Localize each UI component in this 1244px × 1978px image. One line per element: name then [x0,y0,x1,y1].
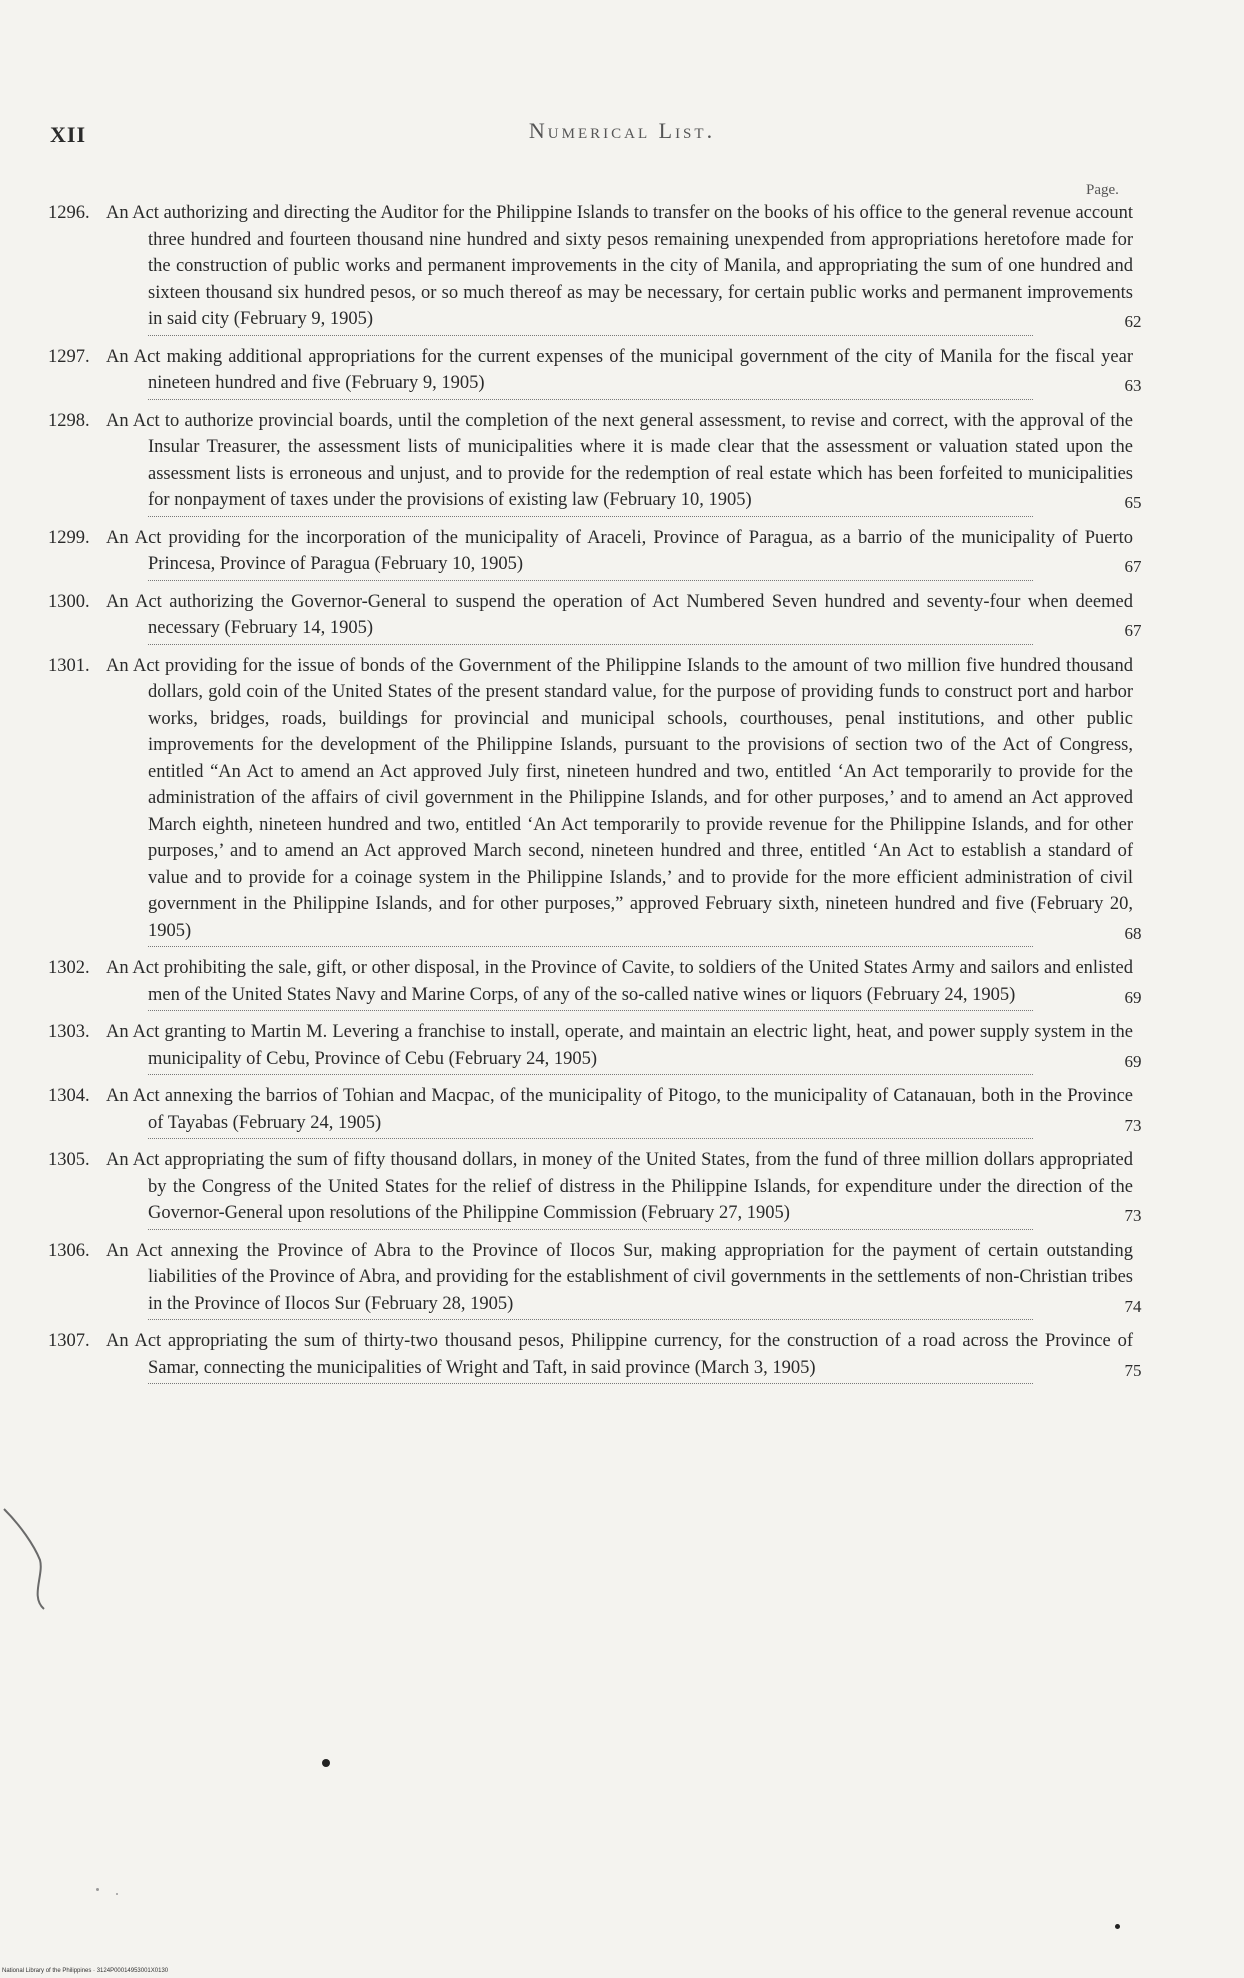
dot-leader [148,1008,1033,1011]
dot-leader [148,1227,1033,1230]
dot-leader [148,1317,1033,1320]
list-entry [48,1147,1158,1230]
act-number: 1298. [48,410,90,431]
page-number: 62 [1124,312,1142,331]
act-number: 1297. [48,346,90,367]
act-title: An Act authorizing the Governor-General to suspend the operation of Act Numbered Seven hundred and seventy-four when deemed necessary (February 14, 1905) [106,591,1133,638]
act-title: An Act annexing the Province of Abra to the Province of Ilocos Sur, making appropriation for the payment of certain outstanding liabilities of the Province of Abra, and providing for the establishment of civil governments in the settlements of non-Christian tribes in the Province of Ilocos Sur (February 28, 1905) [106,1240,1133,1314]
entry-body [48,1147,1133,1227]
list-entry [48,955,1158,1011]
page-number: 69 [1124,1051,1142,1071]
entry-body [48,653,1133,945]
margin-pencil-mark [0,1505,64,1615]
act-number: 1305. [48,1150,90,1170]
entry-body [48,1019,1133,1072]
act-title: An Act prohibiting the sale, gift, or other disposal, in the Province of Cavite, to soldiers of the United States Army and sailors and enlisted men of the United States Navy and Marine Corps, of any of the so-called native wines or liquors (February 24, 1905) [106,958,1133,1005]
act-number: 1304. [48,1086,90,1106]
list-entry [48,200,1158,336]
act-number: 1296. [48,203,90,223]
page-number: 69 [1124,987,1142,1007]
page-number: 67 [1124,557,1142,576]
page-number: 75 [1124,1360,1142,1380]
numerical-list [48,200,1158,1392]
page-number: 67 [1124,621,1142,640]
dot-leader [148,642,1033,645]
act-number: 1301. [48,655,90,676]
dot-leader [148,1136,1033,1139]
dot-leader [148,944,1033,947]
page-number: 63 [1124,376,1142,395]
act-title: An Act granting to Martin M. Levering a franchise to install, operate, and maintain an electric light, heat, and power supply system in the municipality of Cebu, Province of Cebu (February 24, 1905) [106,1022,1133,1069]
entry-body [48,955,1133,1008]
entry-body [48,1328,1133,1381]
ink-speck [96,1888,99,1891]
dot-leader [148,397,1033,400]
list-entry [48,408,1158,517]
list-entry [48,1328,1158,1384]
page-column-label: Page. [1086,182,1119,198]
entry-body [48,200,1133,333]
ink-dot [1115,1924,1120,1929]
act-title: An Act authorizing and directing the Auditor for the Philippine Islands to transfer on the books of his office to the general revenue account three hundred and fourteen thousand nine hundred and sixty pesos remaining unexpended from appropriations heretofore made for the construction of public works and permanent improvements in the city of Manila, and appropriating the sum of one hundred and sixteen thousand six hundred pesos, or so much thereof as may be necessary, for certain public works and permanent improvements in said city (February 9, 1905) [106,203,1133,329]
page-number: 68 [1124,923,1142,943]
dot-leader [148,1381,1033,1384]
act-title: An Act appropriating the sum of thirty-two thousand pesos, Philippine currency, for the construction of a road across the Province of Samar, connecting the municipalities of Wright and Taft, in said province (March 3, 1905) [106,1331,1133,1378]
act-title: An Act providing for the incorporation of the municipality of Araceli, Province of Paragua, as a barrio of the municipality of Puerto Princesa, Province of Paragua (February 10, 1905) [106,527,1133,574]
ink-speck [116,1893,118,1895]
entry-body [48,1238,1133,1318]
dot-leader [148,514,1033,517]
list-entry [48,525,1158,581]
act-title: An Act to authorize provincial boards, until the completion of the next general assessment, to revise and correct, with the approval of the Insular Treasurer, the assessment lists of municipalities where it is made clear that the assessment or valuation stated upon the assessment lists is erroneous and unjust, and to provide for the redemption of real estate which has been forfeited to municipalities for nonpayment of taxes under the provisions of existing law (February 10, 1905) [106,410,1133,510]
entry-body [48,344,1133,397]
act-number: 1303. [48,1022,90,1042]
list-entry [48,1019,1158,1075]
page-number: 73 [1124,1115,1142,1135]
act-number: 1302. [48,958,90,978]
entry-body [48,1083,1133,1136]
page-number: 73 [1124,1206,1142,1225]
dot-leader [148,1072,1033,1075]
act-number: 1307. [48,1331,90,1351]
act-title: An Act annexing the barrios of Tohian and Macpac, of the municipality of Pitogo, to the municipality of Catanauan, both in the Province of Tayabas (February 24, 1905) [106,1086,1133,1133]
running-head: Numerical List. [528,118,716,143]
act-number: 1306. [48,1240,90,1261]
page-number: 65 [1124,493,1142,512]
entry-body [48,408,1133,514]
act-number: 1300. [48,591,90,612]
act-title: An Act appropriating the sum of fifty thousand dollars, in money of the United States, from the fund of three million dollars appropriated by the Congress of the United States for the relief of distress in the Philippine Islands, for expenditure under the direction of the Governor-General upon resolutions of the Philippine Commission (February 27, 1905) [106,1150,1133,1223]
list-entry [48,589,1158,645]
dot-leader [148,333,1033,336]
act-title: An Act making additional appropriations for the current expenses of the municipal government of the city of Manila for the fiscal year nineteen hundred and five (February 9, 1905) [106,346,1133,393]
act-title: An Act providing for the issue of bonds of the Government of the Philippine Islands to the amount of two million five hundred thousand dollars, gold coin of the United States of the present standard value, for the purpose of providing funds to construct port and harbor works, bridges, roads, buildings for provincial and municipal schools, courthouses, penal institutions, and other public improvements for the development of the Philippine Islands, pursuant to the provisions of section two of the Act of Congress, entitled “An Act to amend an Act approved July first, nineteen hundred and two, entitled ‘An Act temporarily to provide for the administration of the affairs of civil government in the Philippine Islands, and for other purposes,’ and to amend an Act approved March eighth, nineteen hundred and two, entitled ‘An Act temporarily to provide revenue for the Philippine Islands, and for other purposes,’ and to amend an Act approved March second, nineteen hundred and three, entitled ‘An Act to establish a standard of value and to provide for a coinage system in the Philippine Islands,’ and to provide for the more efficient administration of civil government in the Philippine Islands, and for other purposes,” approved February sixth, nineteen hundred and five (February 20, 1905) [106,655,1133,941]
list-entry [48,1238,1158,1321]
list-entry [48,653,1158,948]
ink-dot [322,1759,330,1767]
dot-leader [148,578,1033,581]
page-folio: XII [50,122,87,147]
scan-credit: National Library of the Philippines · 3124P00014953001X0130 [2,1968,169,1974]
page-number: 74 [1124,1296,1142,1316]
entry-body [48,589,1133,642]
list-entry [48,344,1158,400]
act-number: 1299. [48,527,90,548]
entry-body [48,525,1133,578]
list-entry [48,1083,1158,1139]
